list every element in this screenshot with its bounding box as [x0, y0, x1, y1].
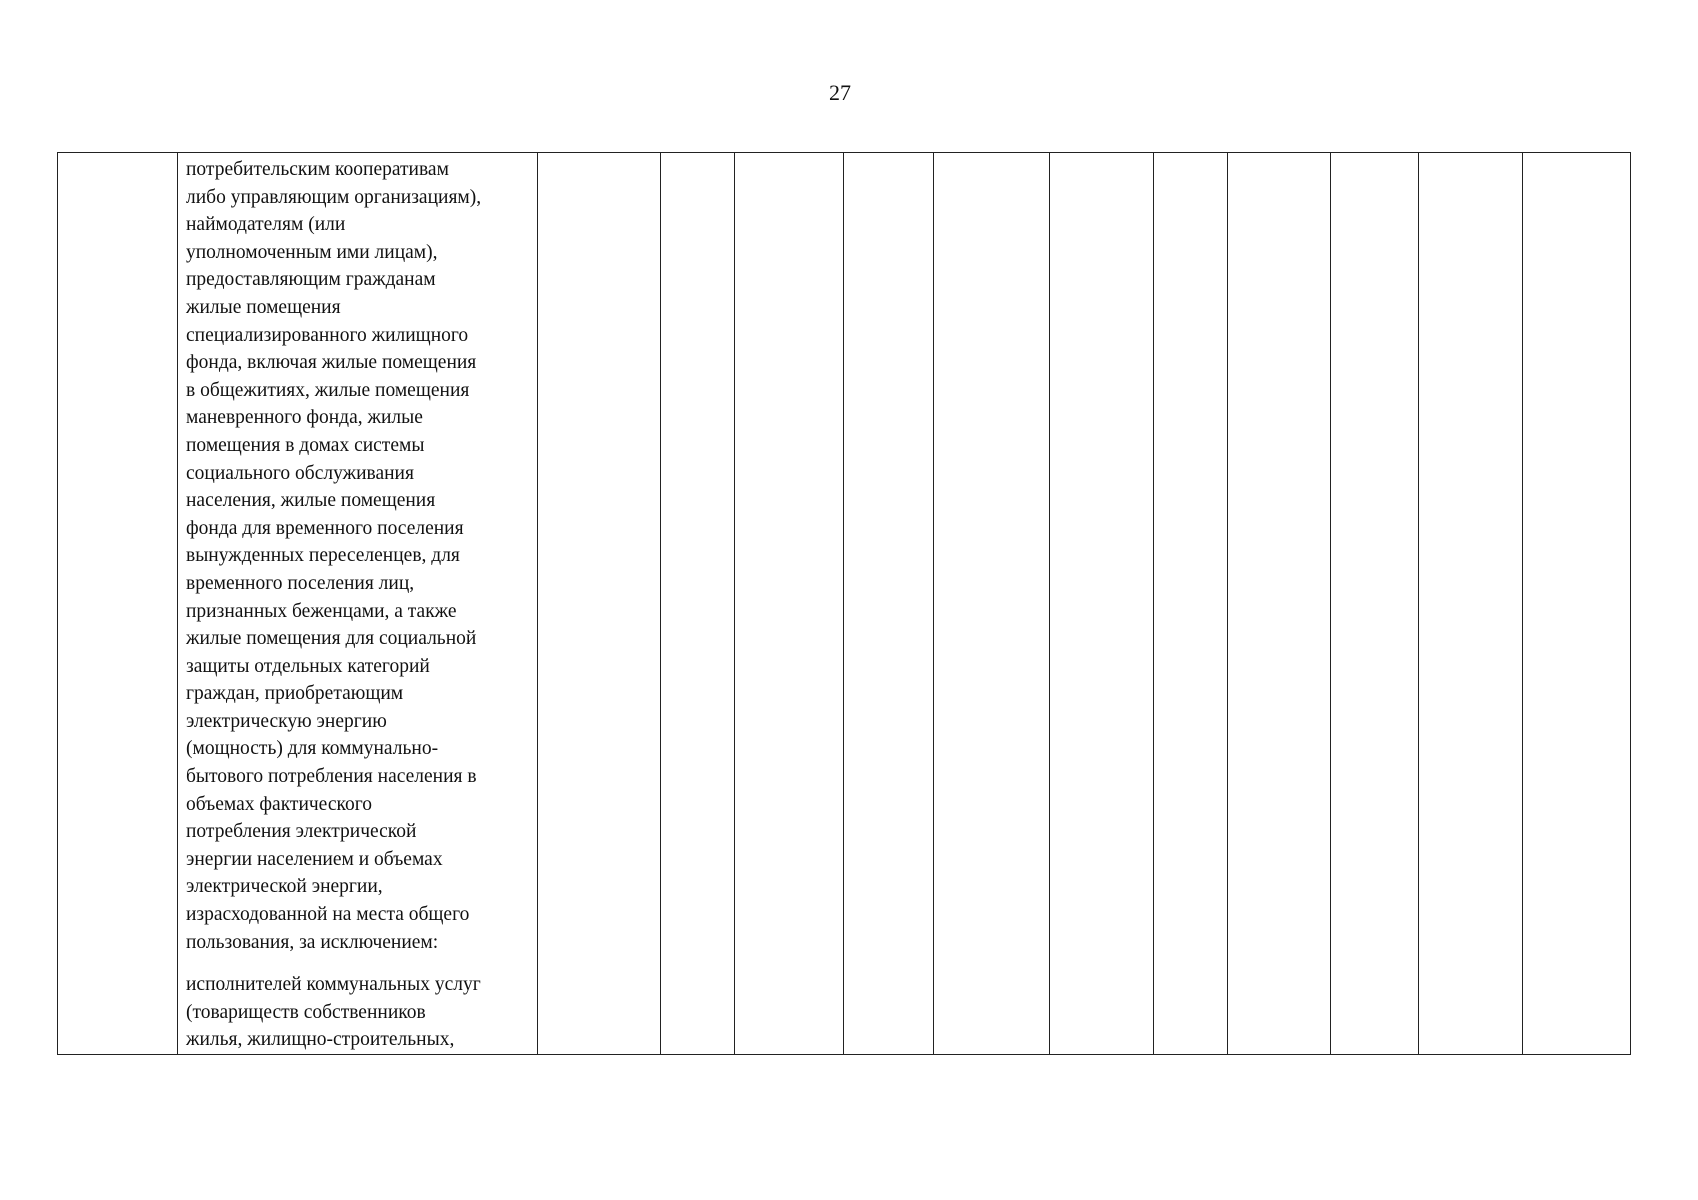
text-line: электрическую энергию [186, 710, 387, 732]
text-line: фонда, включая жилые помещения [186, 352, 477, 374]
empty-cell [538, 153, 661, 1055]
text-line: (мощность) для коммунально- [186, 738, 439, 760]
text-line: специализированного жилищного [186, 324, 469, 346]
empty-cell [1050, 153, 1154, 1055]
empty-cell [735, 153, 844, 1055]
text-line: потребительским кооперативам [186, 159, 449, 180]
text-line: в общежитиях, жилые помещения [186, 379, 470, 401]
text-line: фонда для временного поселения [186, 517, 464, 539]
empty-cell [844, 153, 934, 1055]
text-line: либо управляющим организациям), [186, 186, 482, 208]
text-line: объемах фактического [186, 793, 372, 815]
text-line: жилые помещения для социальной [186, 628, 477, 650]
text-line: жилые помещения [186, 296, 341, 318]
empty-cell [1523, 153, 1631, 1055]
description-cell [178, 153, 538, 1055]
text-line: социального обслуживания [186, 462, 414, 484]
text-line: маневренного фонда, жилые [186, 407, 423, 429]
paragraph-exceptions [178, 968, 537, 1054]
text-line: израсходованной на места общего [186, 904, 470, 926]
empty-cell [661, 153, 735, 1055]
text-line: защиты отдельных категорий [186, 655, 430, 677]
document-table [57, 152, 1631, 1055]
text-line: энергии населением и объемах [186, 848, 443, 870]
text-line: вынужденных переселенцев, для [186, 545, 460, 567]
text-line: временного поселения лиц, [186, 572, 415, 594]
text-line: помещения в домах системы [186, 434, 425, 456]
text-line: предоставляющим гражданам [186, 269, 436, 291]
text-line: населения, жилые помещения [186, 490, 436, 512]
empty-cell [934, 153, 1050, 1055]
text-line: признанных беженцами, а также [186, 600, 457, 622]
empty-cell [1154, 153, 1228, 1055]
text-line: пользования, за исключением: [186, 931, 439, 953]
text-line: электрической энергии, [186, 876, 383, 898]
text-line: бытового потребления населения в [186, 766, 477, 788]
text-line: уполномоченным ими лицам), [186, 241, 438, 263]
paragraph-consumers [178, 153, 537, 956]
text-line: жилья, жилищно-строительных, [186, 1029, 455, 1051]
text-line: потребления электрической [186, 821, 417, 843]
empty-cell [1331, 153, 1419, 1055]
text-line: исполнителей коммунальных услуг [186, 974, 481, 996]
page-number: 27 [829, 80, 851, 105]
text-line: наймодателям (или [186, 214, 346, 236]
text-line: (товариществ собственников [186, 1001, 426, 1023]
empty-cell [1228, 153, 1331, 1055]
number-cell [58, 153, 178, 1055]
table-row [58, 153, 1631, 1055]
empty-cell [1419, 153, 1523, 1055]
text-line: граждан, приобретающим [186, 683, 404, 705]
